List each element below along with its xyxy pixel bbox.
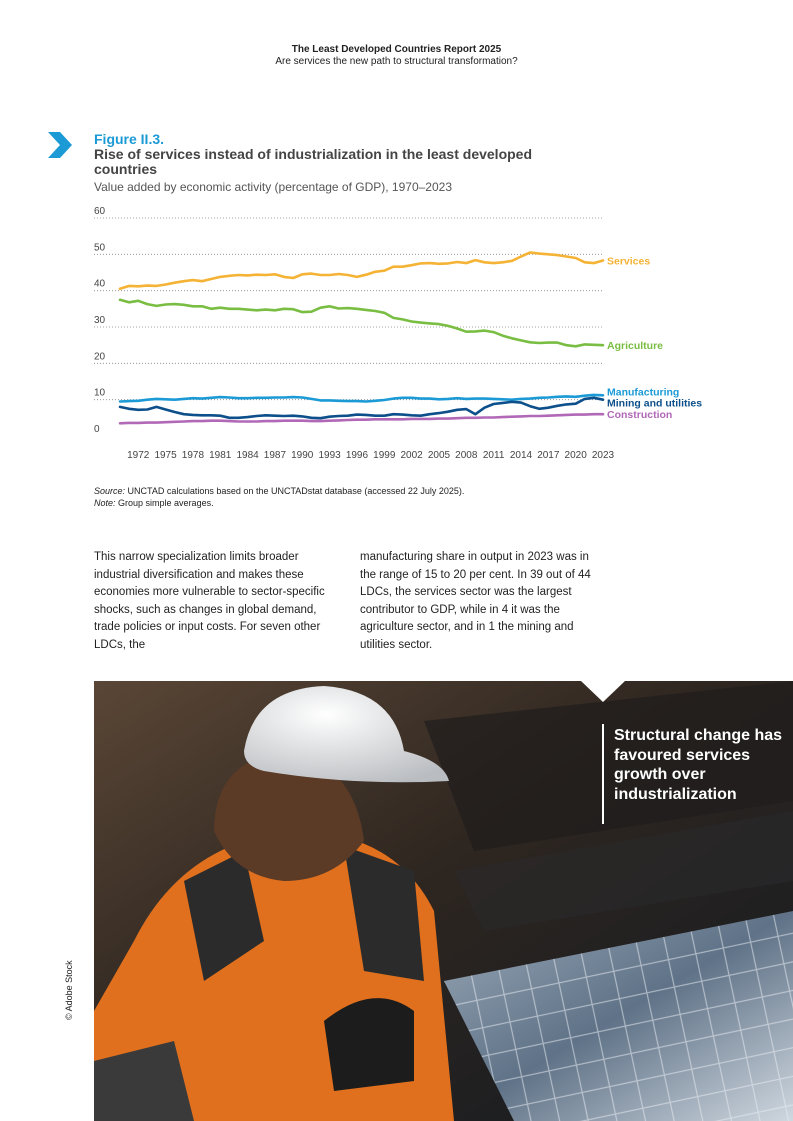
y-tick-label: 30 <box>94 315 106 326</box>
line-chart <box>0 200 793 470</box>
x-tick-label: 1993 <box>318 450 341 461</box>
body-text-column-1: This narrow specialization limits broader industrial diversification and makes these economies more vulnerable to sector-specific shocks, such as changes in global demand, trade policies or input costs. For seven other LDCs, the <box>94 551 325 651</box>
y-tick-label: 50 <box>94 242 106 254</box>
x-tick-label: 1996 <box>345 450 369 461</box>
photo-credit: © Adobe Stock <box>64 960 74 1020</box>
report-title: The Least Developed Countries Report 2025 <box>291 44 502 55</box>
x-tick-label: 2002 <box>400 450 423 461</box>
x-tick-label: 2023 <box>591 450 615 461</box>
y-tick-label: 60 <box>94 206 106 217</box>
callout-bar <box>602 724 604 824</box>
y-tick-label: 20 <box>94 351 106 363</box>
x-tick-label: 1984 <box>236 450 259 461</box>
x-tick-label: 1990 <box>291 450 314 461</box>
x-tick-label: 2020 <box>564 450 587 461</box>
x-tick-label: 1978 <box>181 450 205 461</box>
note-prefix: Note: <box>94 498 116 508</box>
series-label: Agriculture <box>607 340 664 353</box>
series-label: Services <box>607 255 651 268</box>
series-line-manufacturing <box>120 395 603 402</box>
y-tick-label: 0 <box>94 424 100 435</box>
source-prefix: Source: <box>94 486 126 496</box>
x-tick-label: 1972 <box>127 450 150 461</box>
running-header <box>0 44 793 68</box>
x-tick-label: 2017 <box>537 450 560 461</box>
source-line <box>94 485 464 497</box>
y-tick-label: 10 <box>94 387 106 399</box>
series-label: Mining and utilities <box>607 397 703 410</box>
x-tick-label: 2005 <box>427 450 451 461</box>
body-text-column-2: manufacturing share in output in 2023 was in the range of 15 to 20 per cent. In 39 out of 44 LDCs, the services sector was the largest contributor to GDP, while in 4 it was the agriculture sector, and in 1 the mining and utilities sector. <box>360 551 591 651</box>
series-line-agriculture <box>120 300 603 347</box>
figure-subtitle: Value added by economic activity (percentage of GDP), 1970–2023 <box>94 180 452 194</box>
x-tick-label: 1987 <box>263 450 287 461</box>
figure-title: Rise of services instead of industrialization in the least developed countries <box>94 146 533 177</box>
x-tick-label: 1981 <box>209 450 232 461</box>
chevron-right-icon <box>46 131 74 159</box>
callout-notch <box>581 681 625 702</box>
x-tick-label: 2008 <box>455 450 478 461</box>
note-text: Group simple averages. <box>118 498 214 508</box>
x-tick-label: 1999 <box>373 450 396 461</box>
x-tick-label: 1975 <box>154 450 177 461</box>
callout-text: Structural change has favoured services growth over industrialization <box>614 727 783 803</box>
figure-label: Figure II.3. <box>94 131 165 147</box>
series-label: Manufacturing <box>607 386 680 399</box>
series-line-services <box>120 253 603 289</box>
x-tick-label: 2014 <box>509 450 533 461</box>
note-line <box>94 497 464 509</box>
x-tick-label: 2011 <box>482 450 505 461</box>
source-text: UNCTAD calculations based on the UNCTADstat database (accessed 22 July 2025). <box>127 486 465 496</box>
report-subtitle: Are services the new path to structural transformation? <box>275 56 518 67</box>
y-tick-label: 40 <box>94 278 106 290</box>
figure-notes <box>94 485 464 509</box>
series-label: Construction <box>607 409 673 422</box>
